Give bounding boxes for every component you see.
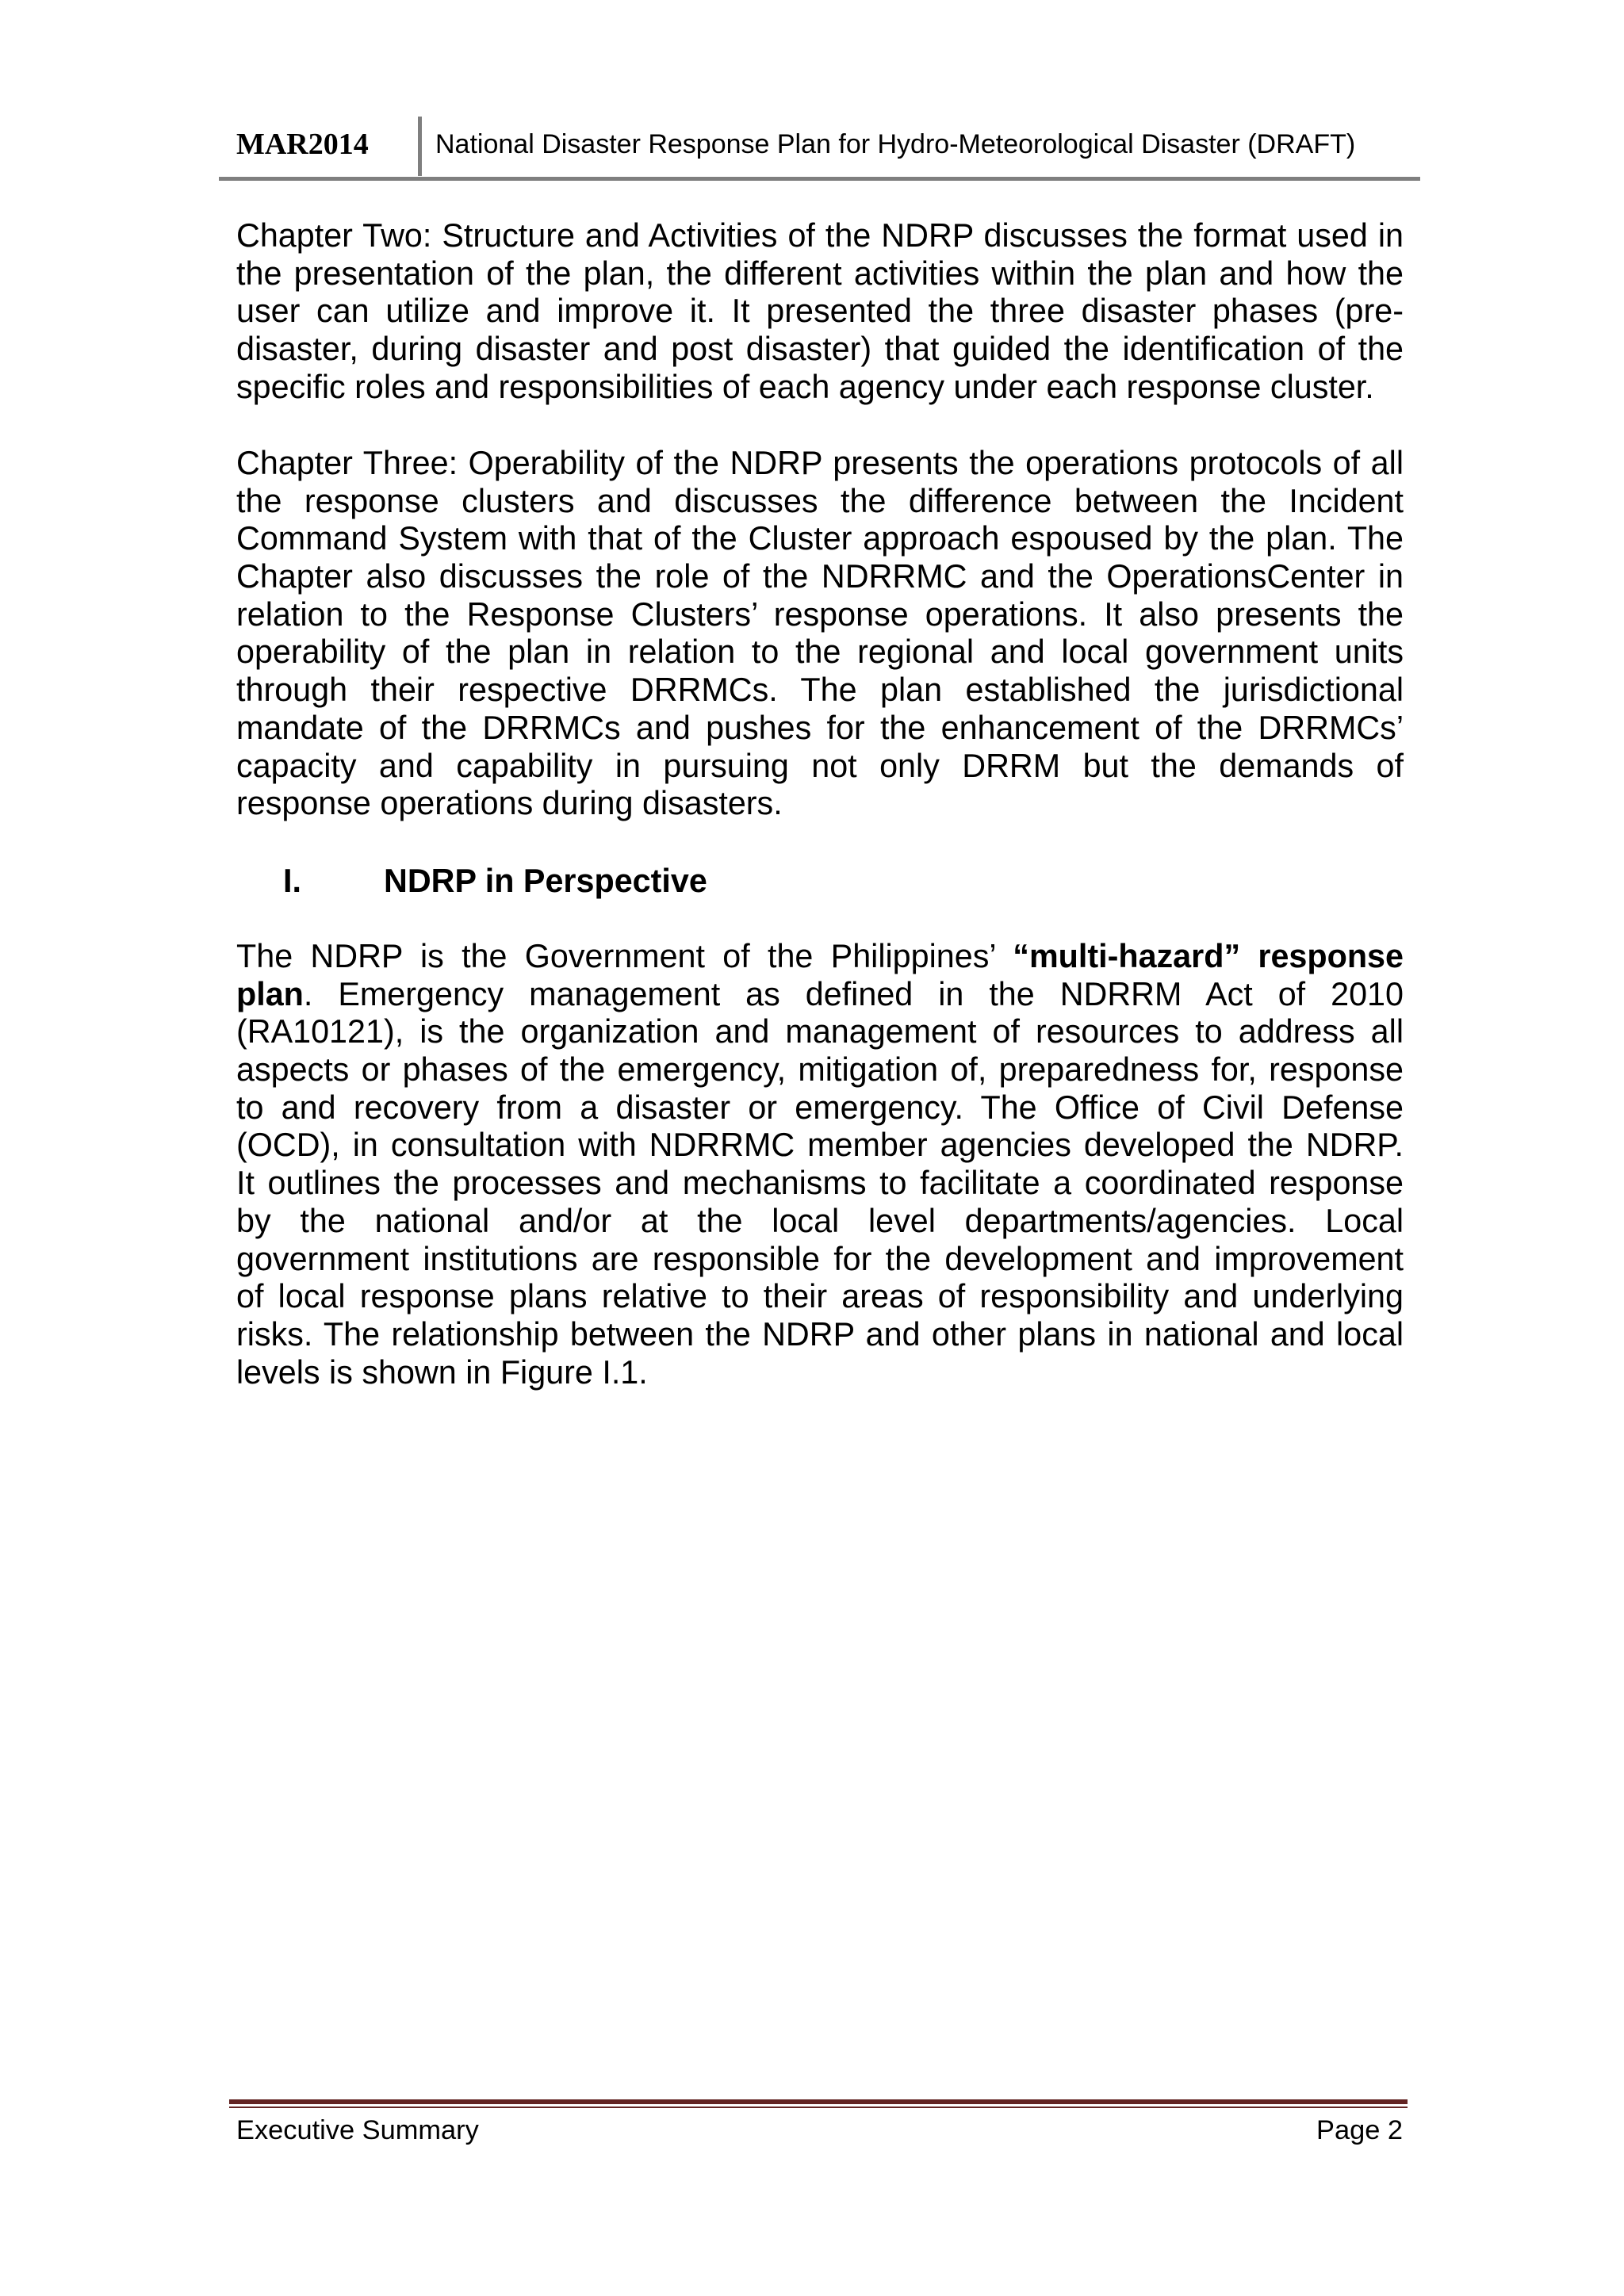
text-line [236, 976, 1404, 1014]
text-line: mandate of the DRRMCs and pushes for the enhancement of the DRRMCs’ [236, 709, 1404, 746]
emphasis-run: plan [236, 975, 304, 1012]
text-line [236, 938, 1404, 976]
footer-section-label: Executive Summary [236, 2115, 479, 2145]
text-line: disaster, during disaster and post disaster) that guided the identification of the [236, 331, 1404, 368]
text-line: levels is shown in Figure I.1. [236, 1353, 648, 1391]
text-line: risks. The relationship between the NDRP and other plans in national and local [236, 1315, 1404, 1353]
footer-page-number: Page 2 [1316, 2115, 1403, 2145]
text-line: Chapter Three: Operability of the NDRP presents the operations protocols of all [236, 445, 1404, 481]
text-line: Chapter also discusses the role of the NDRRMC and the OperationsCenter in [236, 558, 1404, 595]
heading-number: I. [283, 863, 301, 899]
text-line: the presentation of the plan, the different activities within the plan and how the [236, 254, 1404, 292]
text-line: Command System with that of the Cluster approach espoused by the plan. The [236, 520, 1404, 557]
header-rule [219, 177, 1420, 181]
text-line: user can utilize and improve it. It presented the three disaster phases (pre- [236, 293, 1404, 330]
header-divider [418, 117, 422, 176]
text-line: by the national and/or at the local level departments/agencies. Local [236, 1202, 1404, 1239]
emphasis-run: “multi-hazard” response [1013, 938, 1404, 974]
header-date-code: MAR2014 [236, 128, 369, 161]
paragraph-chapter-two [236, 217, 1404, 406]
text-line: Chapter Two: Structure and Activities of the NDRP discusses the format used in [236, 217, 1404, 254]
text-line: (RA10121), is the organization and management of resources to address all [236, 1013, 1404, 1050]
header-document-title: National Disaster Response Plan for Hydro-Meteorological Disaster (DRAFT) [435, 129, 1356, 159]
text-line: operability of the plan in relation to the regional and local government units [236, 633, 1404, 671]
text-run: . Emergency management as defined in the NDRRM Act of 2010 [303, 975, 1404, 1012]
text-line: (OCD), in consultation with NDRRMC member agencies developed the NDRP. [236, 1127, 1404, 1164]
text-line: relation to the Response Clusters’ response operations. It also presents the [236, 595, 1404, 633]
text-line: It outlines the processes and mechanisms to facilitate a coordinated response [236, 1165, 1404, 1202]
heading-title: NDRP in Perspective [384, 863, 707, 899]
footer-rule-thin [229, 2107, 1408, 2108]
footer-rule-thick [229, 2099, 1408, 2104]
text-line: capacity and capability in pursuing not only DRRM but the demands of [236, 747, 1404, 784]
text-line: specific roles and responsibilities of each agency under each response cluster. [236, 368, 1374, 405]
paragraph-ndrp-overview [236, 938, 1404, 1391]
text-line: to and recovery from a disaster or emergency. The Office of Civil Defense [236, 1089, 1404, 1126]
text-line: response operations during disasters. [236, 785, 783, 822]
paragraph-chapter-three [236, 445, 1404, 823]
text-run: The NDRP is the Government of the Philippines’ [236, 938, 1013, 974]
text-line: government institutions are responsible for the development and improvement [236, 1240, 1404, 1277]
text-line: the response clusters and discusses the difference between the Incident [236, 482, 1404, 519]
text-line: of local response plans relative to their areas of responsibility and underlying [236, 1278, 1404, 1315]
text-line: through their respective DRRMCs. The plan established the jurisdictional [236, 672, 1404, 709]
text-line: aspects or phases of the emergency, mitigation of, preparedness for, response [236, 1051, 1404, 1089]
